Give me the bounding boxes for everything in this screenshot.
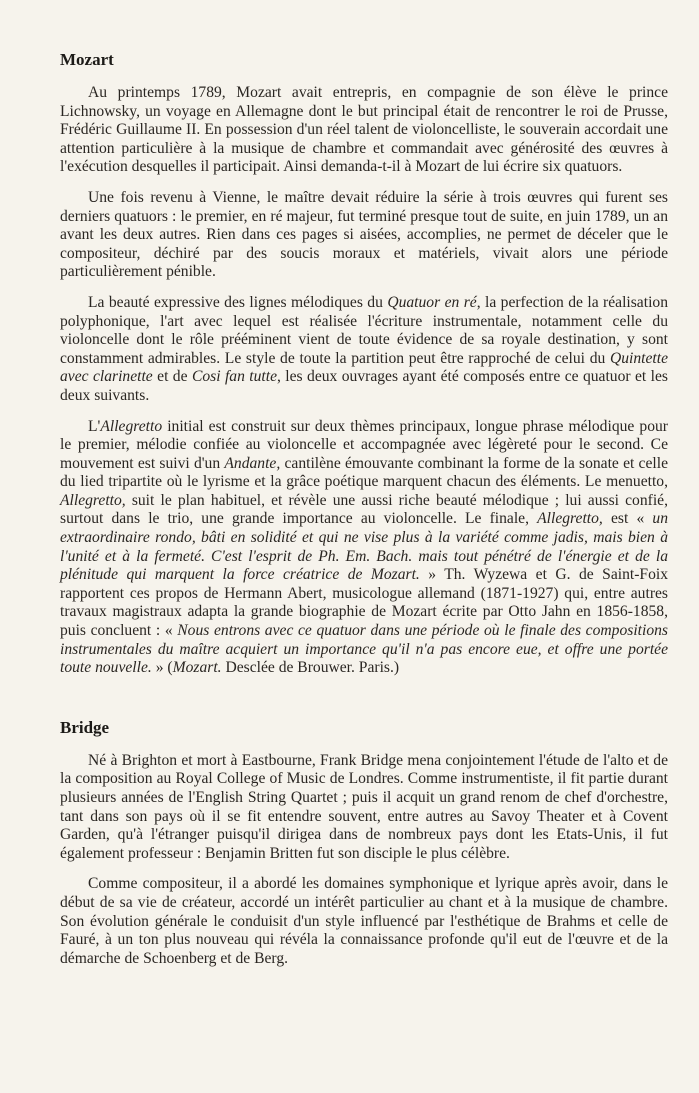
text-run: Né à Brighton et mort à Eastbourne, Frank Bridge mena conjointement l'étude de l'alto et de la composition au Royal College of Music de Londres. Comme instrumentiste, il fit partie durant plusieurs années de l'English String Quartet ; puis il acquit un grand renom de chef d'orchestre, tant dans son pays où il se fit entendre souvent, entre autres au Savoy Theater et à Covent Garden, qu'à l'étranger puisqu'il dirigea dans de nombreux pays dont les Etats-Unis, il fut également professeur : Benjamin Britten fut son disciple le plus célèbre.: [60, 751, 668, 862]
italic-text: Allegretto: [100, 417, 163, 435]
text-run: L': [88, 417, 101, 435]
italic-text: Andante,: [224, 454, 281, 472]
text-run: La beauté expressive des lignes mélodiques du: [88, 293, 388, 311]
section-title-bridge: Bridge: [60, 717, 110, 737]
text-run: » (: [151, 659, 173, 677]
paragraph: [60, 752, 668, 864]
document-page: [60, 42, 668, 980]
text-run: Comme compositeur, il a abordé les domaines symphonique et lyrique après avoir, dans le début de sa vie de créateur, accordé un intérêt particulier au chant et à la musique de chambre. Son évolution générale le conduisit d'un style influencé par l'esthétique de Brahms et celle de Fauré, à un ton plus nouveau qui révéla la connaissance profonde qu'il eut de l'œuvre et de la démarche de Schoenberg et de Berg.: [60, 875, 668, 967]
text-run: initial est construit sur deux thèmes principaux, longue phrase mélodique pour le premier, mélodie confiée au violoncelle et accompagnée avec légèreté pour le second. Ce mouvement est suivi d'un: [60, 417, 668, 472]
paragraph: [60, 875, 668, 968]
section-title-mozart: Mozart: [60, 50, 114, 69]
text-run: Une fois revenu à Vienne, le maître devait réduire la série à trois œuvres qui furent ses derniers quatuors : le premier, en ré majeur, fut terminé presque tout de suite, en juin 1789, un an avant les deux autres. Rien dans ces pages si aisées, accomplies, ne permet de déceler que le compositeur, déchiré par des soucis moraux et matériels, vivait alors une période particulièrement pénible.: [60, 188, 668, 281]
paragraph: [60, 418, 668, 678]
text-run: cantilène émouvante combinant la forme de la sonate et celle du lied tripartite où le lyrisme et la grâce poétique marquent chacun des éléments. Le menuetto,: [60, 454, 668, 491]
italic-text: Allegretto,: [537, 510, 603, 528]
text-run: est «: [602, 510, 653, 528]
text-run: Desclée de Brouwer. Paris.): [221, 659, 400, 677]
section-body-mozart: [60, 84, 668, 678]
italic-text: un extraordinaire rondo, bâti en solidité et qui ne vise plus à la variété comme jadis, mais bien à l'unité et à la fermeté. C'est l'esprit de Ph. Em. Bach. mais tout pénétré de l'énergie et de la plénitude qui marquent la force créatrice de Mozart.: [60, 510, 668, 584]
paragraph: [60, 294, 668, 406]
italic-text: Allegretto,: [60, 491, 126, 509]
paragraph: [60, 189, 668, 282]
text-run: , la perfection de la réalisation polyphonique, l'art avec lequel est réalisée l'écriture instrumentale, notamment celle du violoncelle dont le rôle prééminent vient de toute évidence de sa royale destination, y sont constamment admirables. Le style de toute la partition peut être rapproché de celui du: [60, 293, 668, 367]
section-body-bridge: [60, 752, 668, 969]
italic-text: Mozart.: [172, 659, 222, 677]
italic-text: Cosi fan tutte: [191, 368, 277, 386]
italic-text: Quintette avec clarinette: [60, 349, 668, 386]
text-run: , les deux ouvrages ayant été composés entre ce quatuor et les deux suivants.: [60, 368, 668, 404]
italic-text: Nous entrons avec ce quatuor dans une période où le finale des compositions instrumentales du maître acquiert un importance qu'il n'a pas encore eue, et offre une portée toute nouvelle.: [60, 622, 668, 677]
text-run: Au printemps 1789, Mozart avait entrepris, en compagnie de son élève le prince Lichnowsky, un voyage en Allemagne dont le but principal était de rencontrer le roi de Prusse, Frédéric Guillaume II. En possession d'un réel talent de violoncelliste, le souverain accordait une attention particulière à la musique de chambre et commandait avec générosité des œuvres à l'exécution desquelles il participait. Ainsi demanda-t-il à Mozart de lui écrire six quatuors.: [60, 84, 668, 176]
text-run: » Th. Wyzewa et G. de Saint-Foix rapportent ces propos de Hermann Abert, musicologue allemand (1871-1927) qui, entre autres travaux magistraux adapta la grande biographie de Mozart écrite par Otto Jahn en 1856-1858, puis concluent : «: [60, 566, 668, 640]
italic-text: Quatuor en ré: [387, 293, 477, 311]
text-run: et de: [152, 368, 192, 386]
text-run: suit le plan habituel, et révèle une aussi riche beauté mélodique ; lui aussi confié, surtout dans le trio, une grande importance au violoncelle. Le finale,: [60, 491, 668, 528]
paragraph: [60, 84, 668, 177]
